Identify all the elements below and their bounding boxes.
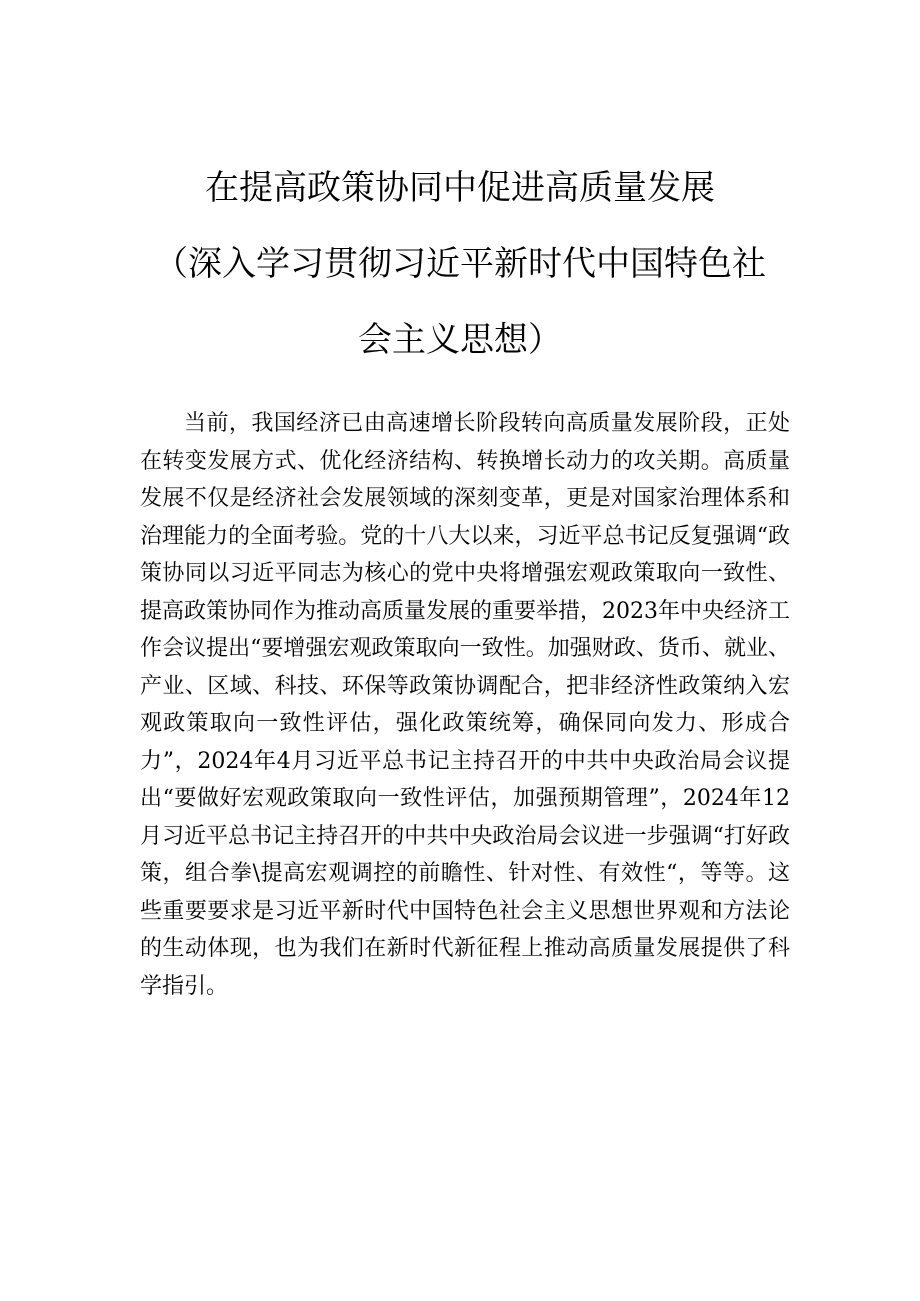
body-paragraph: 当前，我国经济已由高速增长阶段转向高质量发展阶段，正处在转变发展方式、优化经济结构、转换增长动力的攻关期。高质量发展不仅是经济社会发展领域的深刻变革，更是对国家治理体系和治理能力的全面考验。党的十八大以来，习近平总书记反复强调“政策协同以习近平同志为核心的党中央将增强宏观政策取向一致性、提高政策协同作为推动高质量发展的重要举措，2023年中央经济工作会议提出“要增强宏观政策取向一致性。加强财政、货币、就业、产业、区域、科技、环保等政策协调配合，把非经济性政策纳入宏观政策取向一致性评估，强化政策统筹，确保同向发力、形成合力”，2024年4月习近平总书记主持召开的中共中央政治局会议提出“要做好宏观政策取向一致性评估，加强预期管理”，2024年12月习近平总书记主持召开的中共中央政治局会议进一步强调“打好政策，组合拳\提高宏观调控的前瞻性、针对性、有效性“，等等。这些重要要求是习近平新时代中国特色社会主义思想世界观和方法论的生动体现，也为我们在新时代新征程上推动高质量发展提供了科学指引。 — [140, 411, 790, 999]
title-line-1: 在提高政策协同中促进高质量发展 — [205, 168, 715, 208]
title-line-2: （深入学习贯彻习近平新时代中国特色社 — [154, 244, 766, 284]
title-line-3: 会主义思想） — [358, 320, 562, 360]
document-title — [140, 150, 780, 378]
